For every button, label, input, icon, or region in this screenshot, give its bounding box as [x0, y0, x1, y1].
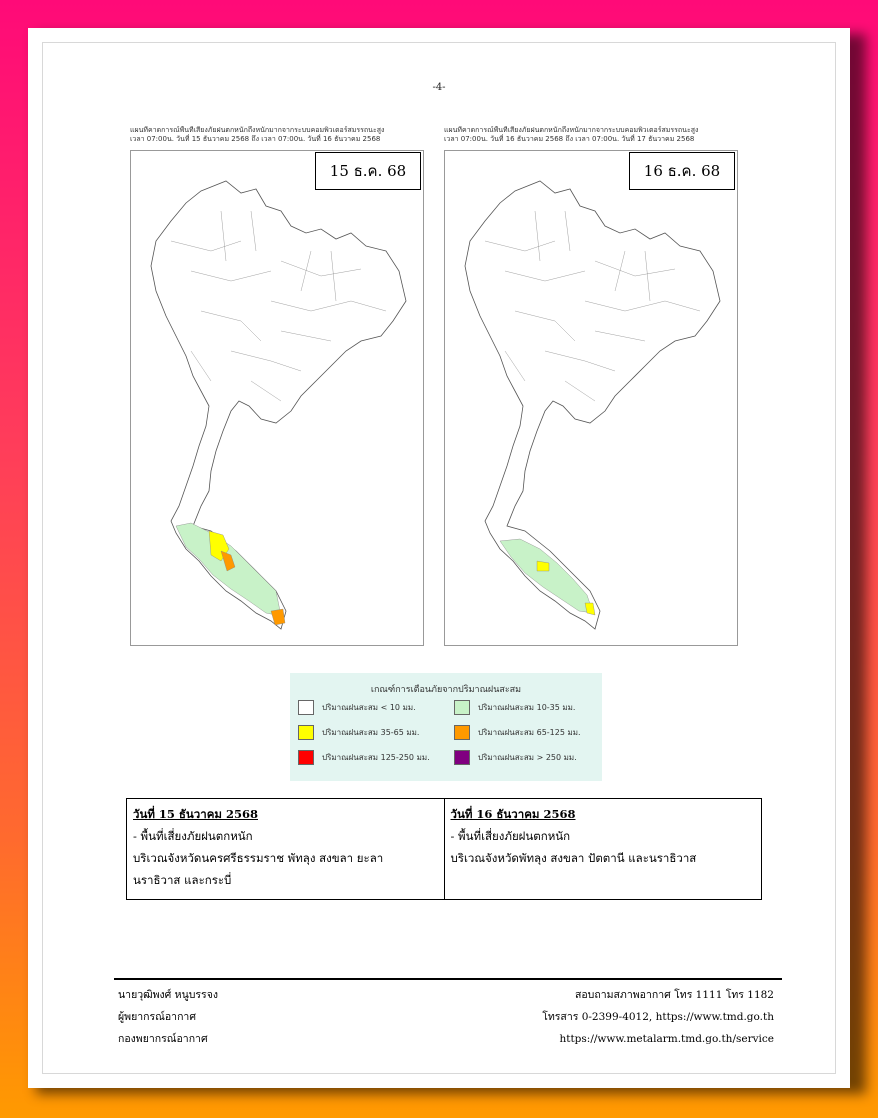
legend-item	[298, 724, 448, 740]
page-number: -4-	[432, 82, 446, 93]
summary-table	[126, 798, 762, 900]
legend-swatch	[454, 750, 470, 765]
summary-line: - พื้นที่เสี่ยงภัยฝนตกหนัก	[133, 829, 253, 843]
legend-label: ปริมาณฝนสะสม 65-125 มม.	[478, 727, 581, 737]
map-title-line-1: แผนที่คาดการณ์พื้นที่เสี่ยงภัยฝนตกหนักถึงหนักมากจากระบบคอมพิวเตอร์สมรรถนะสูง	[130, 126, 385, 134]
legend-item	[454, 749, 604, 765]
document-page	[28, 28, 850, 1088]
forecaster-division: กองพยากรณ์อากาศ	[118, 1033, 208, 1045]
contact-fax-website: โทรสาร 0-2399-4012, https://www.tmd.go.th	[542, 1011, 774, 1023]
legend-label: ปริมาณฝนสะสม 125-250 มม.	[322, 752, 430, 762]
thailand-map-svg	[445, 151, 737, 645]
footer-contact	[542, 984, 774, 1050]
legend-swatch	[298, 750, 314, 765]
footer-forecaster	[118, 984, 218, 1050]
rain-zone-35-65mm	[537, 561, 549, 571]
map-title-line-2: เวลา 07:00น. วันที่ 15 ธันวาคม 2568 ถึง เวลา 07:00น. วันที่ 16 ธันวาคม 2568	[130, 135, 381, 143]
contact-service-link[interactable]: https://www.metalarm.tmd.go.th/service	[559, 1033, 774, 1045]
legend-label: ปริมาณฝนสะสม > 250 มม.	[478, 752, 577, 762]
footer-divider	[114, 978, 782, 980]
summary-heading: วันที่ 16 ธันวาคม 2568	[450, 807, 576, 821]
legend-item	[298, 749, 448, 765]
summary-line: บริเวณจังหวัดพัทลุง สงขลา ปัตตานี และนราธิวาส	[450, 851, 697, 865]
contact-phone: สอบถามสภาพอากาศ โทร 1111 โทร 1182	[574, 989, 774, 1001]
legend-grid	[290, 695, 602, 765]
map-title-line-1: แผนที่คาดการณ์พื้นที่เสี่ยงภัยฝนตกหนักถึงหนักมากจากระบบคอมพิวเตอร์สมรรถนะสูง	[444, 126, 699, 134]
legend-item	[454, 699, 604, 715]
forecaster-name: นายวุฒิพงศ์ หนูบรรจง	[118, 989, 218, 1001]
legend-title: เกณฑ์การเตือนภัยจากปริมาณฝนสะสม	[370, 685, 522, 695]
legend-swatch	[298, 725, 314, 740]
summary-cell-day-2	[444, 799, 762, 899]
rain-map-day-1	[130, 126, 424, 646]
legend-label: ปริมาณฝนสะสม 10-35 มม.	[478, 702, 576, 712]
map-frame	[130, 150, 424, 646]
summary-heading: วันที่ 15 ธันวาคม 2568	[133, 807, 258, 821]
summary-line: นราธิวาส และกระบี่	[133, 873, 232, 887]
summary-line: บริเวณจังหวัดนครศรีธรรมราช พัทลุง สงขลา ยะลา	[133, 851, 384, 865]
legend-swatch	[454, 725, 470, 740]
legend-item	[298, 699, 448, 715]
map-date-label: 16 ธ.ค. 68	[629, 152, 735, 190]
legend-label: ปริมาณฝนสะสม < 10 มม.	[322, 702, 416, 712]
forecaster-role: ผู้พยากรณ์อากาศ	[118, 1011, 196, 1023]
thailand-outline	[151, 181, 406, 629]
map-title	[130, 126, 424, 150]
legend-swatch	[298, 700, 314, 715]
summary-line: - พื้นที่เสี่ยงภัยฝนตกหนัก	[450, 829, 571, 843]
map-frame	[444, 150, 738, 646]
thailand-outline	[465, 181, 720, 629]
rainfall-legend	[290, 673, 602, 781]
map-title	[444, 126, 738, 150]
legend-item	[454, 724, 604, 740]
legend-label: ปริมาณฝนสะสม 35-65 มม.	[322, 727, 420, 737]
thailand-map-svg	[131, 151, 423, 645]
legend-swatch	[454, 700, 470, 715]
rain-map-day-2	[444, 126, 738, 646]
map-date-label: 15 ธ.ค. 68	[315, 152, 421, 190]
summary-cell-day-1	[127, 799, 444, 899]
map-title-line-2: เวลา 07:00น. วันที่ 16 ธันวาคม 2568 ถึง เวลา 07:00น. วันที่ 17 ธันวาคม 2568	[444, 135, 695, 143]
